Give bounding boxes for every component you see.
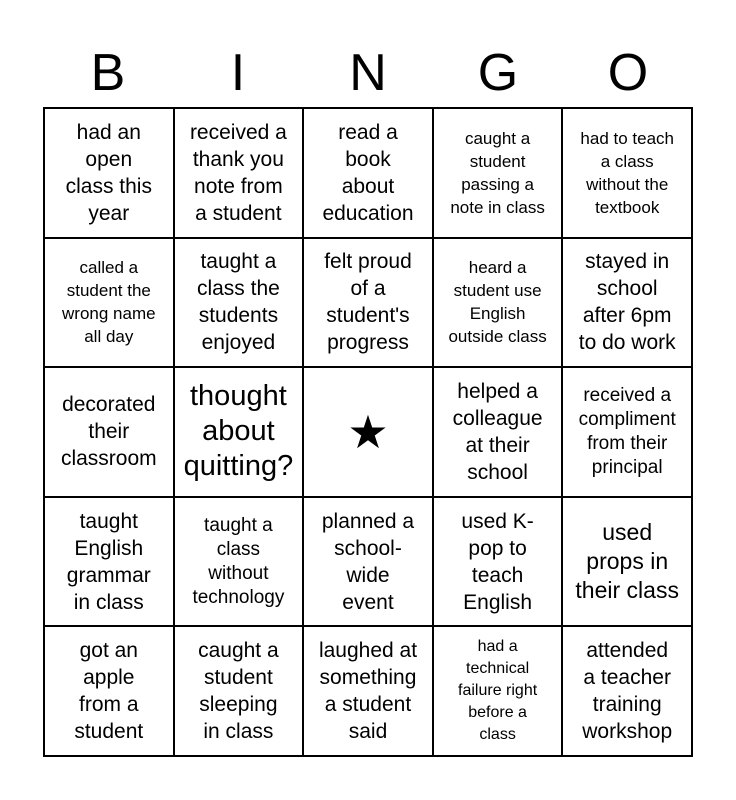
bingo-cell[interactable]	[562, 238, 692, 368]
cell-text: taught a class without technology	[192, 514, 285, 608]
cell-text: had to teach a class without the textbook	[580, 128, 674, 217]
cell-text: caught a student sleeping in class	[198, 639, 279, 744]
bingo-cell[interactable]	[44, 626, 174, 756]
free-space[interactable]	[303, 367, 433, 497]
cell-text: heard a student use English outside class	[448, 258, 547, 347]
cell-text: laughed at something a student said	[318, 639, 418, 744]
cell-text: used K- pop to teach English	[461, 509, 534, 614]
bingo-header	[43, 38, 693, 108]
bingo-cell[interactable]	[433, 367, 563, 497]
bingo-cell[interactable]	[44, 108, 174, 238]
cell-text: caught a student passing a note in class	[450, 128, 545, 217]
cell-text: helped a colleague at their school	[452, 379, 543, 484]
bingo-cell[interactable]	[174, 497, 304, 627]
bingo-cell[interactable]	[433, 238, 563, 368]
cell-text: felt proud of a student's progress	[324, 250, 412, 355]
cell-text: taught a class the students enjoyed	[196, 250, 280, 355]
star-icon: ★	[347, 405, 389, 458]
bingo-cell[interactable]	[303, 108, 433, 238]
cell-text: had an open class this year	[65, 120, 152, 225]
bingo-cell[interactable]	[562, 367, 692, 497]
cell-text: used props in their class	[575, 519, 679, 604]
bingo-cell[interactable]	[303, 626, 433, 756]
bingo-cell[interactable]	[562, 108, 692, 238]
header-letter-i: I	[230, 44, 246, 102]
cell-text: received a compliment from their principal	[578, 384, 676, 478]
cell-text: stayed in school after 6pm to do work	[578, 250, 676, 355]
cell-text: called a student the wrong name all day	[62, 258, 156, 347]
header-letter-g: G	[477, 44, 519, 102]
bingo-cell[interactable]	[44, 238, 174, 368]
cell-text: received a thank you note from a student	[189, 120, 287, 225]
cell-text: decorated their classroom	[60, 393, 157, 471]
cell-text: got an apple from a student	[74, 639, 144, 744]
cell-text: thought about quitting?	[183, 380, 294, 483]
bingo-cell[interactable]	[303, 238, 433, 368]
header-letter-n: N	[349, 44, 387, 102]
bingo-cell[interactable]	[174, 626, 304, 756]
bingo-cell[interactable]	[44, 497, 174, 627]
cell-text: attended a teacher training workshop	[582, 639, 673, 744]
bingo-cell[interactable]	[174, 108, 304, 238]
header-letter-o: O	[607, 44, 649, 102]
bingo-cell[interactable]	[433, 626, 563, 756]
cell-text: read a book about education	[322, 120, 414, 225]
bingo-cell[interactable]	[44, 367, 174, 497]
bingo-cell[interactable]	[303, 497, 433, 627]
bingo-cell[interactable]	[174, 238, 304, 368]
bingo-cell[interactable]	[433, 497, 563, 627]
bingo-cell[interactable]	[562, 626, 692, 756]
bingo-card	[43, 107, 693, 757]
cell-text: planned a school- wide event	[321, 509, 415, 614]
cell-text: taught English grammar in class	[66, 509, 151, 614]
bingo-cell[interactable]	[433, 108, 563, 238]
bingo-cell[interactable]	[562, 497, 692, 627]
cell-text: had a technical failure right before a class	[458, 638, 538, 744]
header-letter-b: B	[90, 44, 126, 102]
bingo-cell[interactable]	[174, 367, 304, 497]
